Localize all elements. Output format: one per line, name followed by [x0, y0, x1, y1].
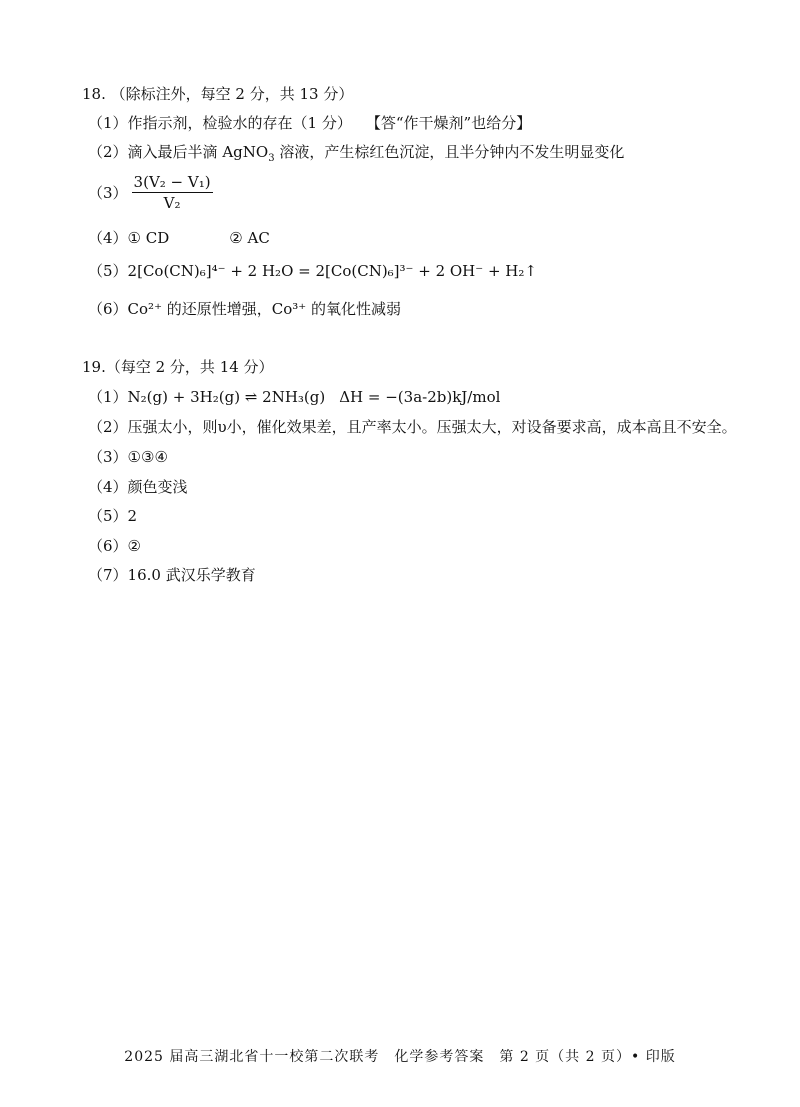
- q18-header: 18. （除标注外，每空 2 分，共 13 分）: [82, 85, 354, 103]
- q19-a3-text: ①③④: [127, 448, 168, 466]
- q19-a1-label: （1）: [88, 388, 128, 406]
- q19-a1-enthalpy: ΔH = −(3a-2b)kJ/mol: [339, 388, 501, 406]
- q18-a3-numerator: 3(V₂ − V₁): [133, 173, 211, 191]
- q18-a2-post: 溶液，产生棕红色沉淀，且半分钟内不发生明显变化: [274, 143, 625, 161]
- q19-a4-label: （4）: [88, 478, 128, 496]
- q18-a6-text2: 的氧化性减弱: [306, 300, 402, 318]
- q18-a2-sub: 3: [268, 153, 275, 164]
- q19-answer-4: [88, 477, 188, 497]
- q18-answer-1: [88, 113, 531, 133]
- q18-answer-4: [88, 228, 270, 248]
- q19-answer-6: [88, 536, 141, 556]
- q19-a6-text: ②: [127, 537, 141, 555]
- q19-a7-label: （7）: [88, 566, 128, 584]
- q18-a3-denominator: V₂: [163, 194, 181, 212]
- q18-answer-3: [88, 173, 213, 212]
- q18-a6-ion2: Co³⁺: [271, 300, 307, 318]
- q19-a5-label: （5）: [88, 507, 128, 525]
- q19-answer-5: [88, 506, 137, 526]
- q19-a3-label: （3）: [88, 448, 128, 466]
- q18-a5-label: （5）: [88, 262, 128, 280]
- q18-a1-note: 【答“作干燥剂”也给分】: [365, 114, 532, 132]
- q19-a2-label: （2）: [88, 418, 128, 436]
- q19-a6-label: （6）: [88, 537, 128, 555]
- q19-a5-text: 2: [127, 507, 138, 525]
- q18-a5-equation: 2[Co(CN)₆]⁴⁻ + 2 H₂O = 2[Co(CN)₆]³⁻ + 2 OH⁻ + H₂↑: [127, 262, 537, 280]
- q19-a1-equation: N₂(g) + 3H₂(g) ⇌ 2NH₃(g): [127, 388, 326, 406]
- q19-answer-3: [88, 447, 168, 467]
- q18-a2-pre: 滴入最后半滴 AgNO: [127, 143, 269, 161]
- q18-a4-part2: ② AC: [229, 229, 270, 247]
- q18-a2-label: （2）: [88, 143, 128, 161]
- q19-answer-2: [88, 417, 737, 437]
- q19-a7-text: 16.0 武汉乐学教育: [127, 566, 256, 584]
- q19-header: 19.（每空 2 分，共 14 分）: [82, 358, 274, 376]
- q18-a6-text1: 的还原性增强，: [162, 300, 272, 318]
- q18-a1-text: 作指示剂，检验水的存在（1 分）: [127, 114, 352, 132]
- q18-a6-ion1: Co²⁺: [127, 300, 162, 318]
- q19-answer-1: [88, 387, 500, 407]
- q18-answer-2: [88, 142, 624, 162]
- q19-answer-7: [88, 565, 256, 585]
- q18-a3-label: （3）: [88, 183, 128, 202]
- q19-a4-text: 颜色变浅: [127, 478, 188, 496]
- q19-a2-text: 压强太小，则υ小，催化效果差，且产率太小。压强太大，对设备要求高，成本高且不安全。: [127, 418, 737, 436]
- q18-a4-part1: ① CD: [127, 229, 170, 247]
- q18-answer-5: [88, 261, 537, 281]
- q18-a1-label: （1）: [88, 114, 128, 132]
- q18-a6-label: （6）: [88, 300, 128, 318]
- page-footer: 2025 届高三湖北省十一校第二次联考 化学参考答案 第 2 页（共 2 页）• 印版: [124, 1049, 676, 1065]
- q18-answer-6: [88, 299, 401, 319]
- q18-a4-label: （4）: [88, 229, 128, 247]
- q18-a3-fraction: [132, 173, 213, 212]
